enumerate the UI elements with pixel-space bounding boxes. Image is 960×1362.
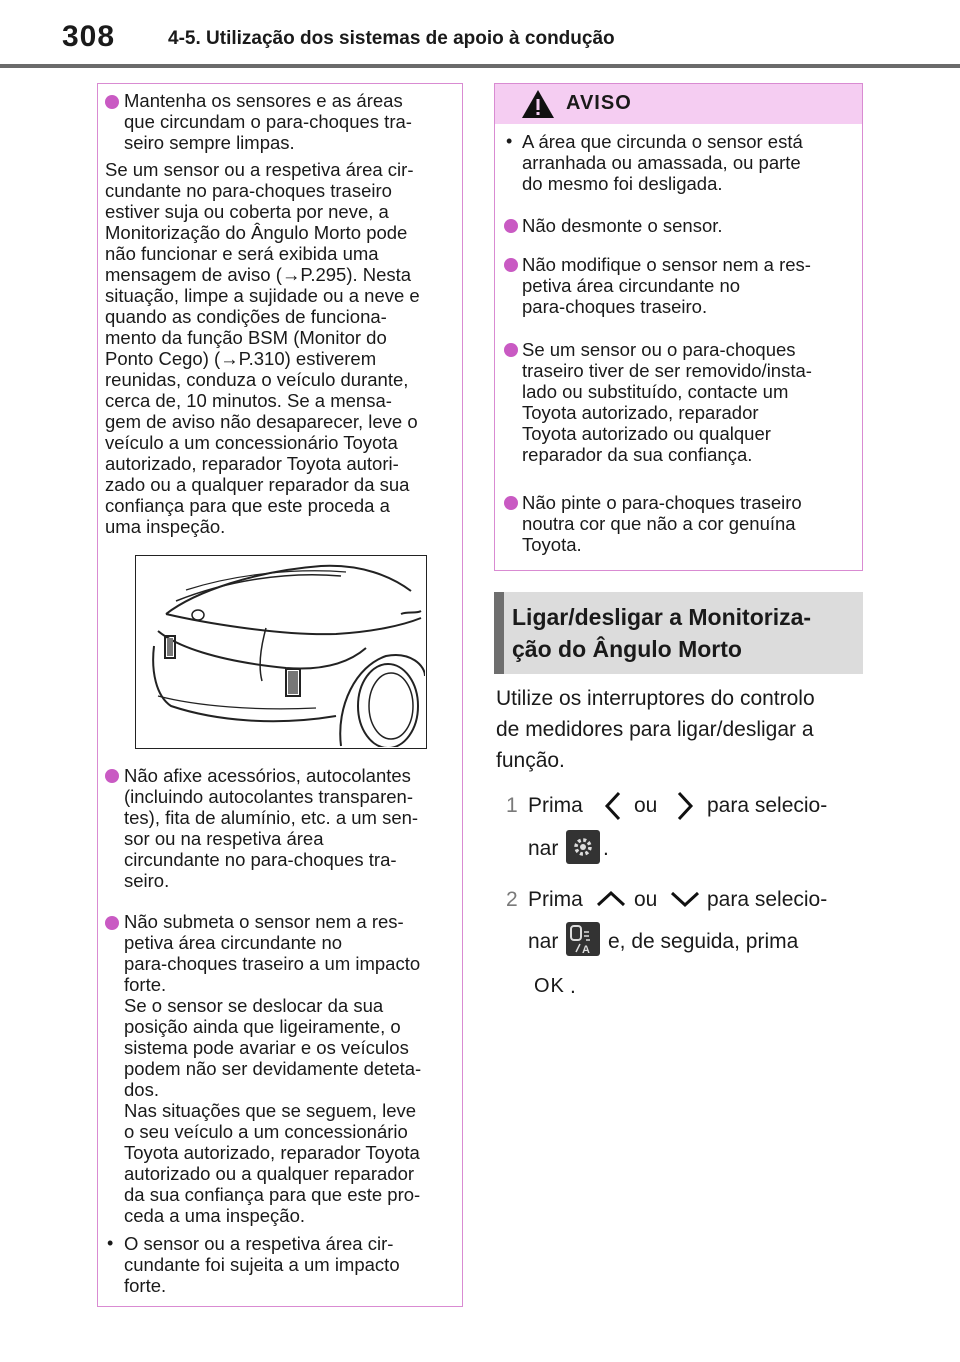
step1-text-b: para selecio- [707,794,828,817]
left-p4: O sensor ou a respetiva área cir- cundante foi sujeita a um impacto forte. [124,1233,400,1296]
page-number: 308 [62,20,116,53]
bullet-icon [105,95,119,109]
settings-gear-icon [566,830,600,864]
dot-bullet: • [107,1233,114,1253]
step2-text-c: nar [528,930,559,953]
section-title: 4-5. Utilização dos sistemas de apoio à condução [168,28,615,49]
step2-or: ou [634,888,658,911]
chevron-down-icon [670,890,700,908]
left-p3: Não submeta o sensor nem a res- petiva área circundante no para-choques traseiro a um impacto forte. Se o sensor se deslocar da sua posição ainda que ligeiramente, o sistema pode avariar e os veículos podem não ser devidamente deteta- dos. Nas situações que se seguem, leve o seu veículo a um concessionário Toyota autorizado, reparador Toyota autorizado ou a qualquer reparador da sua confiança para que este pro- ceda a uma inspeção. [124,911,422,1226]
rear-bumper-illustration [135,555,427,749]
step1-or: ou [634,794,658,817]
step-number: 1 [506,794,518,817]
chevron-left-icon [604,791,622,821]
header-rule [0,64,960,68]
car-rear-icon [136,556,425,747]
bullet-icon [504,496,518,510]
left-p1-detail: Se um sensor ou a respetiva área cir- cundante no para-choques traseiro estiver suja ou coberta por neve, a Monitorização do Ângulo Morto pode não funcionar e será exibida uma mensagem de aviso (→P.295). Nesta situação, limpe a sujidade ou a neve e quando as condições de funciona- mento da função BSM (Monitor do Ponto Cego) (→P.310) estiverem reunidas, conduza o veículo durante, cerca de, 10 minutos. Se a mensa- gem de aviso não desaparecer, leve o veículo a um concessionário Toyota autorizado, reparador Toyota autori- zado ou a qualquer reparador da sua confiança para que este proceda a uma inspeção. [105,159,420,537]
step2-text-b: para selecio- [707,888,828,911]
chevron-up-icon [596,890,626,908]
left-p1: Mantenha os sensores e as áreas que circundam o para-choques tra- seiro sempre limpas. [124,90,412,153]
step-number: 2 [506,888,518,911]
warning-item-2: Não desmonte o sensor. [522,215,723,236]
step2-text-a: Prima [528,888,583,911]
warning-item-4: Se um sensor ou o para-choques traseiro tiver de ser removido/insta- lado ou substituído, contacte um Toyota autorizado, reparador Toyota autorizado ou qualquer reparador da sua confiança. [522,339,812,465]
bullet-icon [504,343,518,357]
warning-item-1: A área que circunda o sensor está arranhada ou amassada, ou parte do mesmo foi desligada. [522,131,803,194]
section-heading-title: Ligar/desligar a Monitoriza- ção do Ângulo Morto [512,604,812,662]
left-p2: Não afixe acessórios, autocolantes (incluindo autocolantes transparen- tes), fita de alumínio, etc. a um sen- sor ou na respetiva área circundante no para-choques tra- seiro. [124,765,419,891]
svg-text:A: A [582,944,590,956]
bullet-icon [105,769,119,783]
page-header [0,0,960,70]
bullet-icon [105,916,119,930]
blind-spot-monitor-icon [566,922,600,956]
step1-text-c: nar [528,837,559,860]
ok-button-label: OK [534,975,565,997]
bullet-icon [504,258,518,272]
step1-text-a: Prima [528,794,583,817]
bullet-icon [504,219,518,233]
dot-bullet: • [506,131,513,151]
section-heading-bar [494,592,504,674]
warning-label: AVISO [566,92,632,114]
intro-text: Utilize os interruptores do controlo de medidores para ligar/desligar a função. [496,687,815,772]
warning-triangle-icon [521,89,555,119]
warning-item-3: Não modifique o sensor nem a res- petiva área circundante no para-choques traseiro. [522,254,811,317]
step2-end: . [570,975,576,998]
step2-text-d: e, de seguida, prima [608,930,799,953]
step1-end: . [603,837,609,860]
warning-item-5: Não pinte o para-choques traseiro noutra cor que não a cor genuína Toyota. [522,492,802,555]
chevron-right-icon [676,791,694,821]
